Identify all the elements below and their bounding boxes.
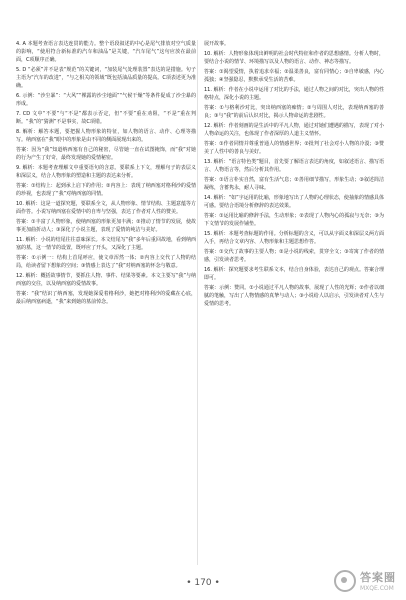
answer-entry: 16. 解析：探究题要求考生联系文本，结合自身体验，表达自己的观点。答案合理即可。	[204, 267, 384, 281]
column-divider	[197, 40, 198, 565]
answer-entry: 11. 解析：小说的结尾往往意味深长。本文结尾写“我”多年后重回故地，看到纳西塞的墓，这一情节的设置，既呼应了开头，又深化了主题。	[16, 237, 196, 251]
answer-entry: 答案：因为“我”知道纳西塞有自己的秘密，尽管她一直在试图掩饰，而“我”对她的行为产生了好奇，最终发现她的爱情秘密。	[16, 147, 196, 161]
answer-entry: 答案：①渴望爱情，执着追求幸福；②温柔善良，富有同情心；③自卑敏感，内心孤独；④坚强隐忍，默默承受生活的苦难。	[204, 69, 384, 83]
watermark-subtext: MXQE.COM	[360, 585, 394, 592]
answer-entry: 13. 解析：“语言特色类”题目，首先要了解语言表达的角度，如叙述语言、描写语言、人物语言等，然后分析其作用。	[204, 159, 384, 173]
answer-entry: 15. 解析：本题考查标题的作用。分析标题的含义，可以从字面义和深层义两方面入手，再结合文章内容、人物形象和主题思想作答。	[204, 231, 384, 245]
answer-entry: 5. D “必须”并不是表“规范”的关键词，“加装尾气处理装置”表达的是措施。句子主语为“汽车的改进”，“与之相关的领域”既包括油品质量的提高。C项表述更为准确。	[16, 67, 196, 89]
watermark-text: 答案圈	[360, 571, 396, 584]
answer-entry: 答案：①语言朴实自然，富有生活气息；②善用细节描写，形象生动；③叙述简洁凝练，含蓄隽永，耐人寻味。	[204, 177, 384, 191]
watermark-logo-icon	[334, 570, 356, 592]
answer-entry: 展开故事。	[204, 41, 230, 47]
answer-entry: 答案：①交代了故事的主要人物；②是小说的线索，贯穿全文；③寄寓了作者的情感，引发读者思考。	[204, 249, 384, 263]
answer-entry: 答案：①与格利沙对比，突出纳西塞的痴情；②与周围人对比，表现纳西塞的善良；③与“我”的前后认识对比，揭示人物命运的悲剧性。	[204, 105, 384, 119]
answer-entry: 答案：“我”结识了纳西塞，发现她深爱着格利沙，她把对格利沙的爱藏在心底，最后纳西塞病逝，“我”来到她的墓前悼念。	[16, 291, 196, 305]
answer-entry: 14. 解析：“如”字运用的比喻，形象地写出了人物的心理状态，使抽象的情感具体可感。要结合语境分析修辞的表达效果。	[204, 195, 384, 209]
answer-entry: 9. 解析：本题考查理解文中重要语句的含意。要联系上下文，理解句子的表层义和深层义，结合人物形象的塑造和主题的表达来分析。	[16, 165, 196, 179]
right-column	[204, 40, 384, 310]
answer-entry: 7. CD 文中“不要”与“不是”都表示否定，但“不要”重在劝阻，“不是”重在判断。“我”的“猜测”不是事实，故C项错。	[16, 111, 196, 125]
answer-entry: 答案：①作者同情并尊重普通人的情感世界；②批判了社会对小人物的冷漠；③赞美了人性中的善良与美好。	[204, 141, 384, 155]
answer-entry: 4. A 本题考查语言表达连贯的能力。整个语段叙述的中心是尾气排放对空气质量的影响，“使用符合新标准的汽车和油品”是关键，“汽车尾气”这句应放在最前面，C项顺序正确。	[16, 41, 196, 63]
answer-entry: 8. 解析：解答本题，要把握人物形象的特征，如人物的语言、动作、心理等描写。纳西塞在“我”眼中的形象是由不同的侧面展现出来的。	[16, 129, 196, 143]
answer-entry: 答案：①结构上：起到承上启下的作用；②内容上：表现了纳西塞对格利沙的爱情的珍视，也表现了“我”对纳西塞的同情。	[16, 183, 196, 197]
page-number: • 170 •	[186, 578, 220, 588]
answer-entry: 答案：①运用比喻的修辞手法，生动形象；②表现了人物内心的孤寂与无奈；③为下文情节的发展作铺垫。	[204, 213, 384, 227]
watermark	[334, 569, 396, 592]
answer-entry: 答案：①示例一：结构上首尾呼应，使文章浑然一体；②内容上交代了人物的结局，给读者留下想象的空间；③情感上表达了“我”对纳西塞的怀念与敬意。	[16, 255, 196, 269]
page-number-text: 170	[194, 578, 212, 588]
answer-entry: 10. 解析：这是一道探究题，要联系全文，从人物形象、情节结构、主题意蕴等方面作答。小说写纳西塞在爱情中的自卑与坚强，表达了作者对人性的赞美。	[16, 201, 196, 215]
answer-entry: 答案：示例：赞同。①小说通过平凡人物的故事，展现了人性的光辉；②作者以细腻的笔触，写出了人物情感的真挚与动人；③小说给人以启示，引发读者对人生与爱情的思考。	[204, 285, 384, 307]
answer-entry: 11. 解析：作者在小说中运用了对比的手法，通过人物之间的对比，突出人物的性格特点，深化小说的主题。	[204, 87, 384, 101]
answer-entry: 10. 解析：人物形象体现出鲜明的社会时代特征和作者的思想感情。分析人物时，要结合小说的情节、环境描写以及人物的语言、动作、神态等描写。	[204, 51, 384, 65]
answer-entry: 答案：①丰富了人物形象，使纳西塞的形象更加丰满；②推动了情节的发展，使故事更加曲折动人；③深化了小说主题，表现了爱情的纯洁与美好。	[16, 219, 196, 233]
answer-entry: 12. 解析：概括故事情节，要抓住人物、事件、结果等要素。本文主要写“我”与纳西塞的交往，以及纳西塞的爱情故事。	[16, 273, 196, 287]
answer-entry: 12. 解析：作者刻画的是生活中的平凡人物，通过对她们遭遇的描写，表现了对小人物命运的关注，也体现了作者深厚的人道主义情怀。	[204, 123, 384, 137]
left-column	[16, 40, 196, 308]
answer-entry: 6. 示例：“沙尘暴”：“大风”“裸露的沙尘地面”“气候干燥”等条件促成了沙尘暴的形成。	[16, 93, 196, 107]
